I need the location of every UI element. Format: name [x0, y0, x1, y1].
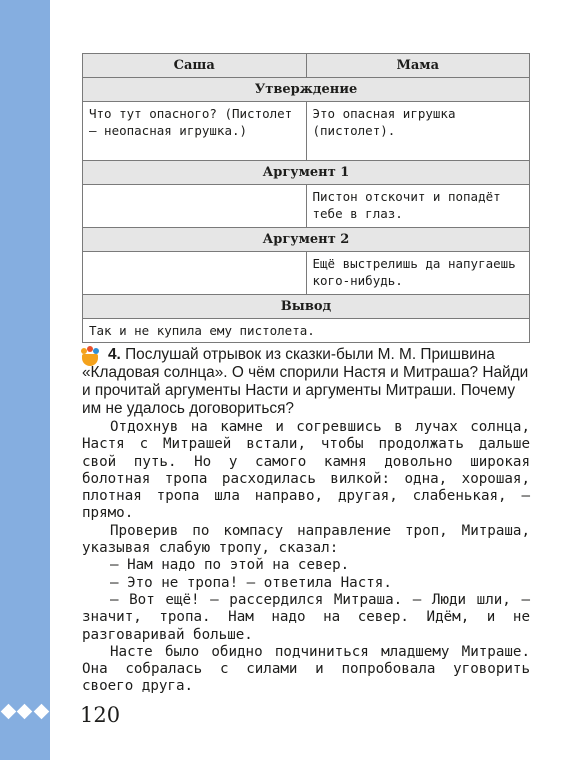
section-title-conclusion: Вывод	[83, 295, 530, 319]
cell-sasha-argument-1	[83, 185, 307, 228]
cell-mama-argument-1: Пистон отскочит и попадёт тебе в глаз.	[306, 185, 530, 228]
cell-mama-statement: Это опасная игрушка (пистолет).	[306, 102, 530, 161]
excerpt-paragraph: Отдохнув на камне и согревшись в лучах солнца, Настя с Митрашей встали, чтобы продолжать дальше свой путь. Но у самого камня довольно широкая болотная тропа расходилась вилкой: одна, хорошая, плотная тропа шла направо, другая, слабенькая, — прямо.	[82, 419, 530, 522]
story-excerpt	[82, 419, 530, 696]
task-number: 4.	[108, 346, 121, 363]
diamond-icon	[1, 703, 17, 719]
excerpt-paragraph: — Вот ещё! — рассердился Митраша. — Люди шли, — значит, тропа. Нам надо на север. Идём, и не разговаривай больше.	[82, 591, 530, 643]
excerpt-paragraph: — Это не тропа! — ответила Настя.	[110, 574, 392, 591]
task-text: Послушай отрывок из сказки-были М. М. Пришвина «Кладовая солнца». О чём спорили Настя и Митраша? Найди и прочитай аргументы Насти и аргументы Митраши. Почему им не удалось договориться?	[82, 346, 529, 417]
section-title-statement: Утверждение	[83, 78, 530, 102]
cell-sasha-statement: Что тут опасного? (Пистолет — неопасная игрушка.)	[83, 102, 307, 161]
diamond-ornament	[0, 700, 50, 722]
cell-sasha-argument-2	[83, 252, 307, 295]
column-header-sasha: Саша	[83, 54, 307, 78]
dialog-table	[82, 53, 530, 343]
section-title-argument-2: Аргумент 2	[83, 228, 530, 252]
cell-mama-argument-2: Ещё выстрелишь да напугаешь кого-нибудь.	[306, 252, 530, 295]
page-number: 120	[80, 703, 121, 727]
task-4	[82, 346, 530, 418]
excerpt-paragraph: — Нам надо по этой на север.	[110, 557, 350, 574]
margin-stripe	[0, 0, 50, 760]
diamond-icon	[34, 703, 50, 719]
section-title-argument-1: Аргумент 1	[83, 161, 530, 185]
diamond-icon	[17, 703, 33, 719]
excerpt-paragraph: Проверив по компасу направление троп, Митраша, указывая слабую тропу, сказал:	[82, 522, 530, 557]
excerpt-paragraph: Насте было обидно подчиниться младшему Митраше. Она собралась с силами и попробовала уговорить своего друга.	[82, 643, 530, 695]
cell-conclusion: Так и не купила ему пистолета.	[83, 319, 530, 343]
column-header-mama: Мама	[306, 54, 530, 78]
